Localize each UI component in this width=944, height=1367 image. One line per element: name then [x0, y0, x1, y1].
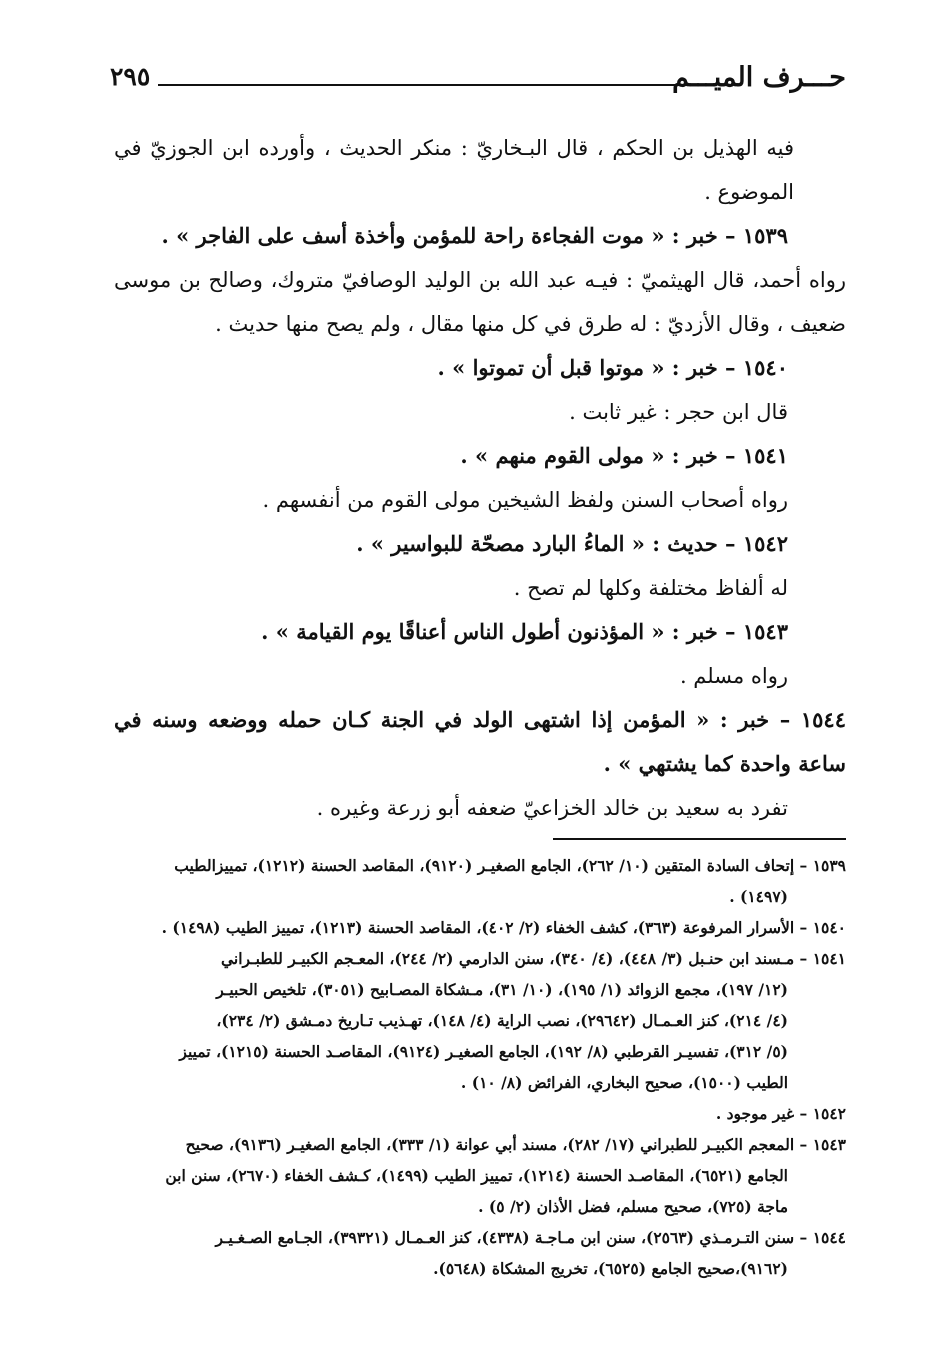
footnote-line: (٥/ ٣١٢)، تفسيـر القرطبي (٨/ ١٩٢)، الجامع الصغيـر (٩١٢٤)، المقاصـد الحسنة (١٢١٥)، تمييز — [179, 1042, 788, 1061]
hadith-entry: ١٥٤٤ – خبر : « المؤمن إذا اشتهى الولد في الجنة كـان حمله ووضعه وسنه في ساعة واحدة كما يشتهي » . — [114, 707, 846, 776]
header-rule — [158, 84, 706, 86]
footnote-line: (١٤٩٧) . — [729, 887, 788, 906]
commentary-line: قال ابن حجر : غير ثابت . — [569, 400, 788, 424]
footnote-line: (١٢/ ١٩٧)، مجمع الزوائد (١/ ١٩٥)، (١٠/ ٣١)، مـشكاة المصـابيح (٣٠٥١)، تلخيص الحبيـر — [216, 980, 788, 999]
page-number: ٢٩٥ — [110, 62, 151, 91]
hadith-entry: ١٥٣٩ – خبر : « موت الفجاءة راحة للمؤمن وأخذة أسف على الفاجر » . — [161, 223, 788, 248]
footnote-line: (٩١٦٢)،صحيح الجامع (٦٥٢٥)، تخريج المشكاة (٥٦٤٨). — [433, 1259, 788, 1278]
footnotes — [110, 850, 846, 1284]
footnote-line: ١٥٤١ – مـسند ابن حنـبل (٣/ ٤٤٨)، (٤/ ٣٤٠)، سنن الدارمي (٢/ ٢٤٤)، المعـجم الكبيـر للطبـراني — [221, 949, 846, 968]
footnote-separator — [553, 838, 846, 840]
commentary-line: له ألفاظ مختلفة وكلها لم تصح . — [513, 576, 788, 600]
footnote-line: (٤/ ٢١٤)، كنز العـمـال (٢٩٦٤٢)، نصب الراية (٤/ ١٤٨)، تهـذيب تـاريخ دمـشق (٢/ ٢٣٤)، — [216, 1011, 788, 1030]
commentary-line: رواه أحمد، قال الهيثميّ : فيـه عبد الله بن الوليد الوصافيّ متروك، وصالح بن موسى ضعيف ، وقال الأزديّ : له طرق في كل منها مقال ، ولم يصح منها حديث . — [114, 268, 846, 336]
footnote-line: ماجة (٧٢٥)، صحيح مسلم، فضل الأذان (٢/ ٥) . — [478, 1197, 788, 1216]
hadith-entry: ١٥٤٢ – حديث : « الماءُ البارد مصحّة للبواسير » . — [356, 531, 788, 556]
commentary-line: رواه مسلم . — [679, 664, 788, 688]
commentary-line: فيه الهذيل بن الحكم ، قال البـخاريّ : منكر الحديث ، وأورده ابن الجوزيّ في الموضوع . — [114, 136, 794, 204]
page-header — [110, 62, 846, 102]
hadith-entry: ١٥٤١ – خبر : « مولى القوم منهم » . — [460, 443, 788, 468]
hadith-entry: ١٥٤٣ – خبر : « المؤذنون أطول الناس أعناقًا يوم القيامة » . — [261, 619, 788, 644]
footnote-line: ١٥٤٠ – الأسرار المرفوعة (٣٦٣)، كشف الخفاء (٢/ ٤٠٢)، المقاصد الحسنة (١٢١٣)، تمييز الطيب (١٤٩٨) . — [161, 918, 846, 937]
footnote-line: ١٥٤٢ – غير موجود . — [715, 1104, 846, 1123]
chapter-title: حـــرف الميـــم — [672, 62, 846, 93]
hadith-entry: ١٥٤٠ – خبر : « موتوا قبل أن تموتوا » . — [437, 355, 788, 380]
footnote-line: الجامع (٦٥٢١)، المقاصـد الحسنة (١٢١٤)، تمييز الطيب (١٤٩٩)، كـشف الخفاء (٢٦٧٠)، سنن ابن — [165, 1166, 788, 1185]
footnote-line: ١٥٤٤ – سنن التـرمـذي (٢٥٦٣)، سنن ابن مـاجـة (٤٣٣٨)، كنز العـمـال (٣٩٣٢١)، الجـامع الصـغـيـر — [215, 1228, 846, 1247]
commentary-line: رواه أصحاب السنن ولفظ الشيخين مولى القوم من أنفسهم . — [262, 488, 788, 512]
footnote-line: ١٥٤٣ – المعجم الكبيـر للطبراني (١٧/ ٢٨٢)، مسند أبي عوانة (١/ ٣٣٣)، الجامع الصغيـر (٩١٣٦)، صحيح — [185, 1135, 846, 1154]
main-text — [114, 126, 846, 830]
footnote-line: ١٥٣٩ – إتحاف السادة المتقين (١٠/ ٢٦٢)، الجامع الصغيـر (٩١٢٠)، المقاصد الحسنة (١٢١٢)، تمييزالطيب — [174, 856, 846, 875]
commentary-line: تفرد به سعيد بن خالد الخزاعيّ ضعفه أبو زرعة وغيره . — [316, 796, 788, 820]
footnote-line: الطيب (١٥٠٠)، صحيح البخاري، الفرائض (٨/ ١٠) . — [460, 1073, 788, 1092]
